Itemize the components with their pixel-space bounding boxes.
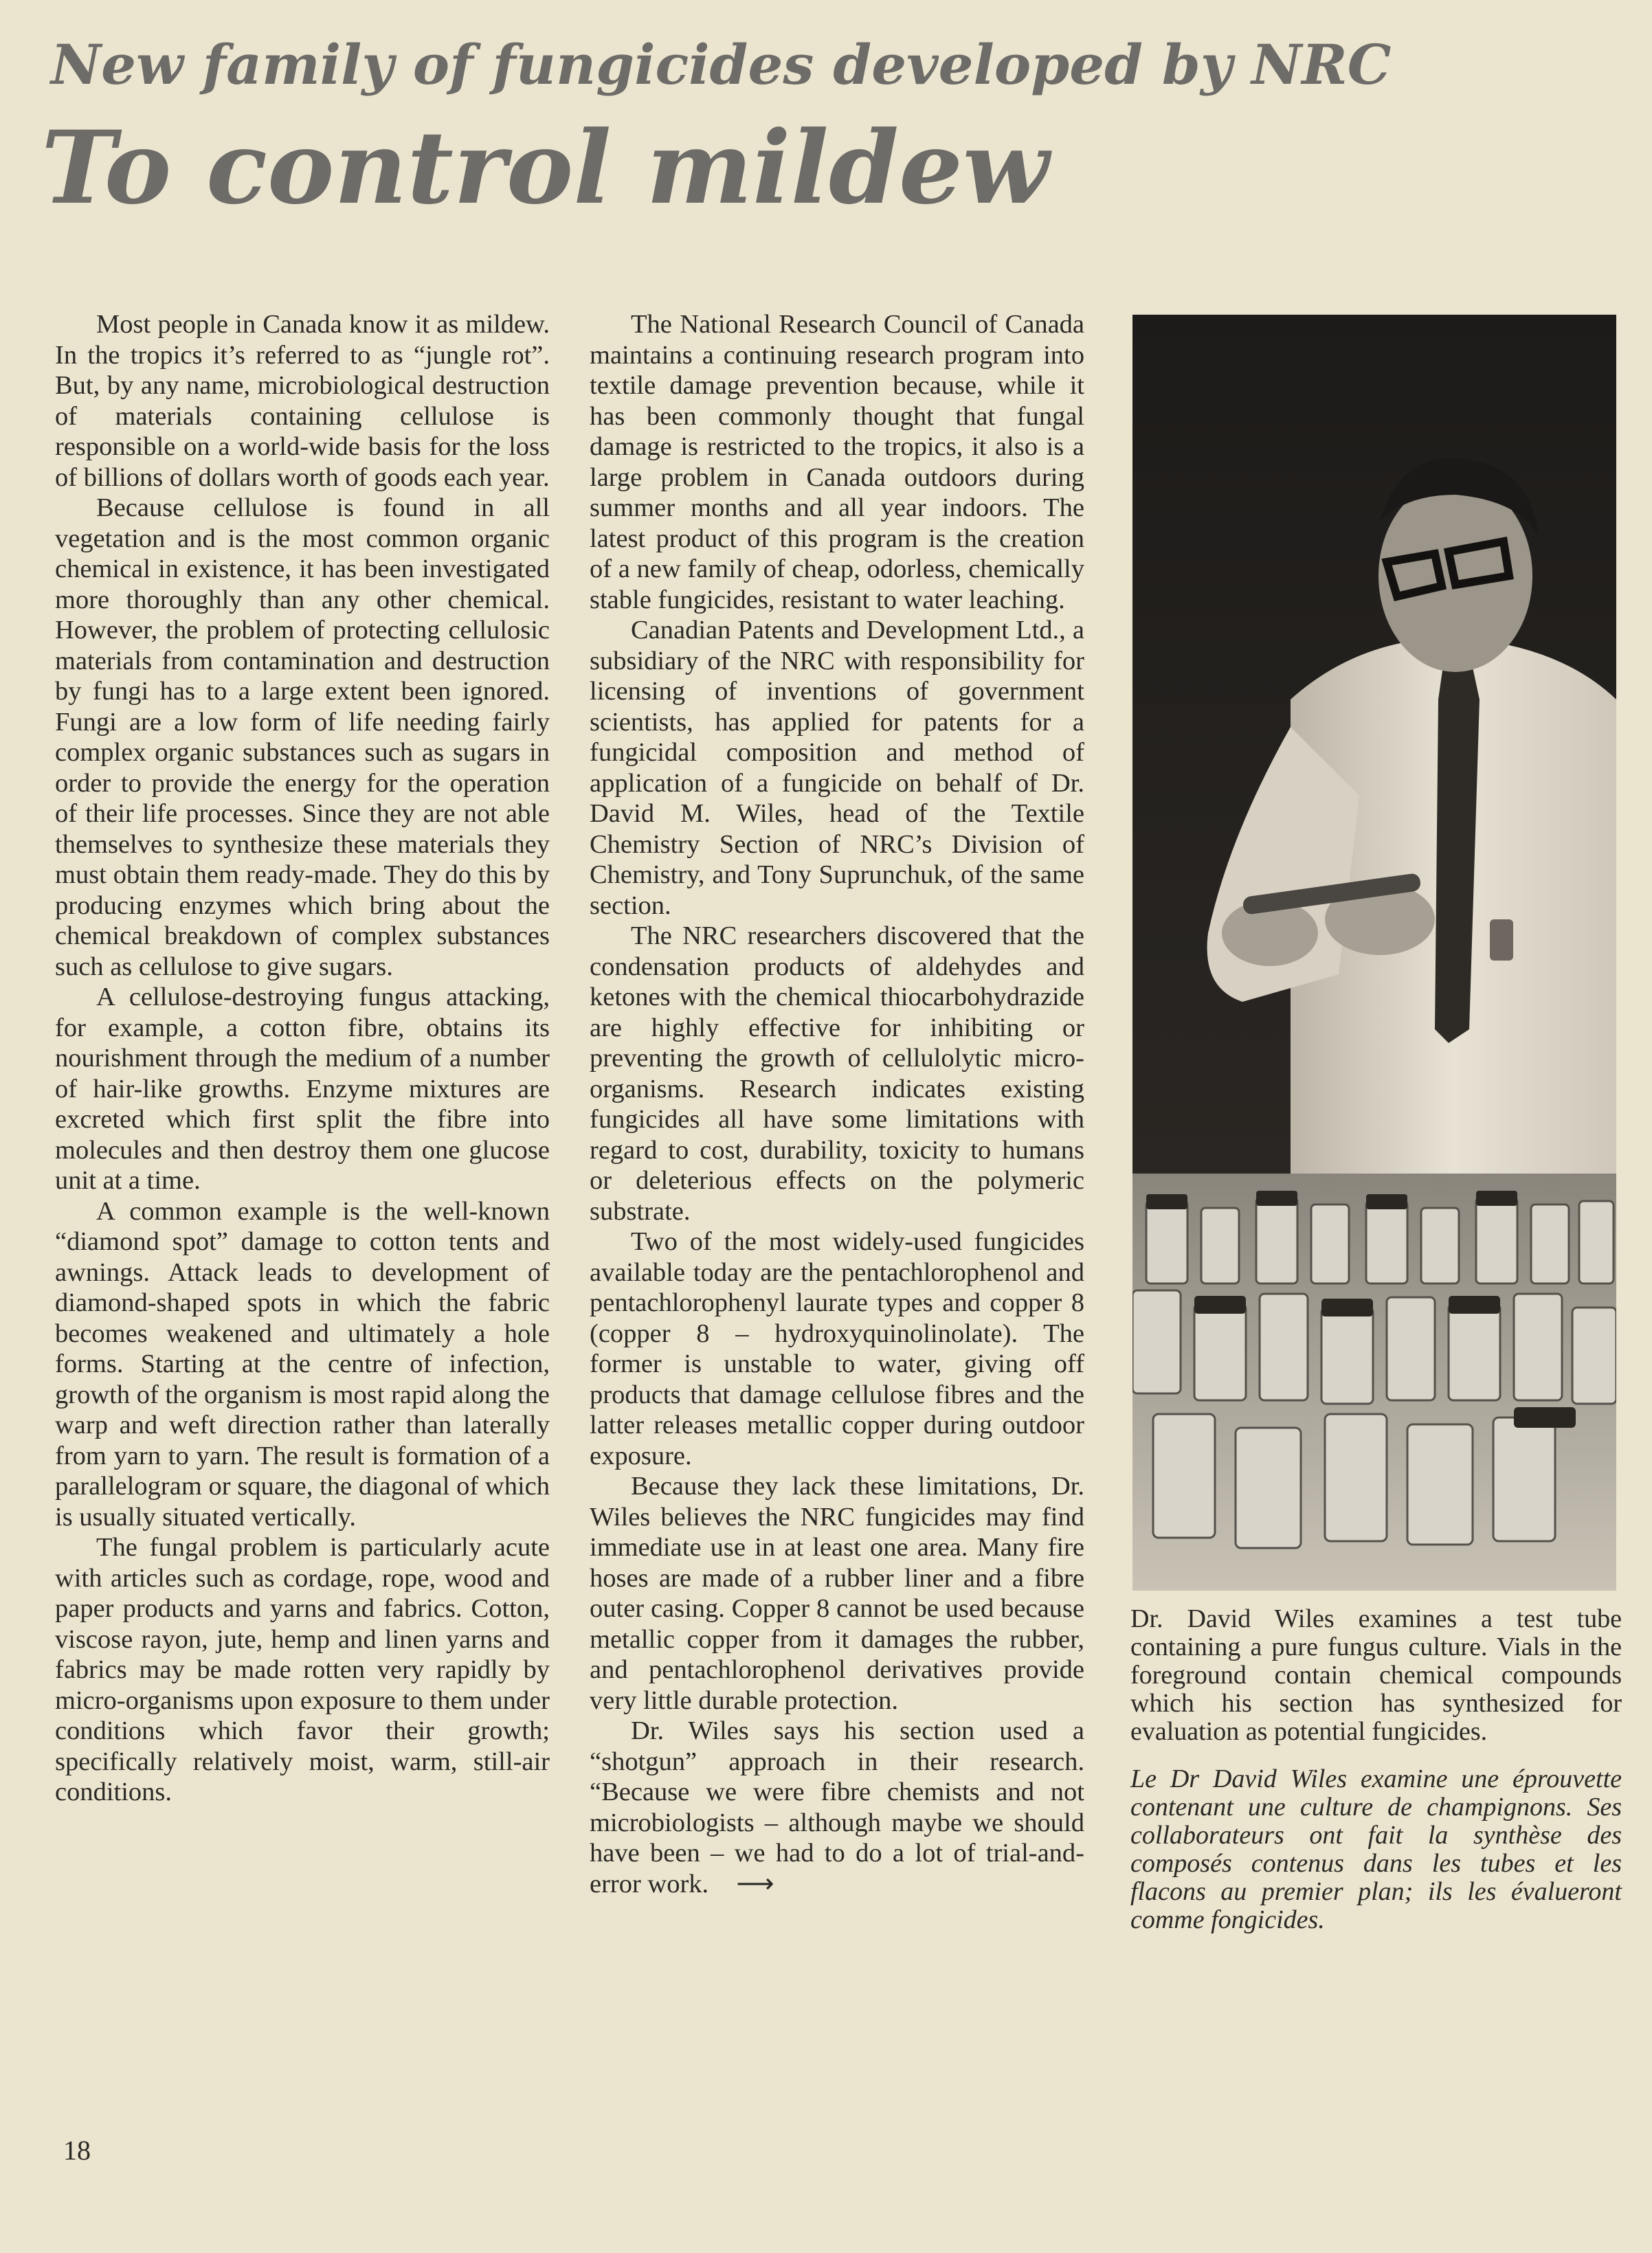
- paragraph: A common example is the well-known “diamond spot” damage to cotton tents and awnings. Attack leads to development of diamond-shaped spots in which the fabric becomes weakened and ultimately a hole forms. Starting at the centre of infection, growth of the organism is most rapid along the warp and weft direction rather than laterally from yarn to yarn. The result is formation of a parallelogram or square, the diagonal of which is usually situated vertically.: [55, 1196, 550, 1532]
- paragraph: Because cellulose is found in all vegetation and is the most common organic chemical in existence, it has been investigated more thoroughly than any other chemical. However, the problem of protecting cellulosic materials from contamination and destruction by fungi has to a large extent been ignored. Fungi are a low form of life needing fairly complex organic substances such as sugars in order to provide the energy for the operation of their life processes. Since they are not able themselves to synthesize these materials they must obtain them ready-made. They do this by producing enzymes which bring about the chemical breakdown of complex substances such as cellulose to give sugars.: [55, 493, 550, 981]
- article-photo: [1132, 315, 1616, 1591]
- page-number: 18: [63, 2135, 91, 2166]
- paragraph-text: Dr. Wiles says his section used a “shotgun” approach in their research. “Because we were fibre chemists and not microbiologists – although maybe we should have been – we had to do a lot of trial-and-error work.: [590, 1716, 1084, 1898]
- paragraph: The fungal problem is particularly acute with articles such as cordage, rope, wood and paper products and yarns and fabrics. Cotton, viscose rayon, jute, hemp and linen yarns and fabrics may be made rotten very rapidly by micro-organisms upon exposure to them under conditions which favor their growth; specifically relatively moist, warm, still-air conditions.: [55, 1533, 550, 1806]
- paragraph: Because they lack these limitations, Dr. Wiles believes the NRC fungicides may find immediate use in at least one area. Many fire hoses are made of a rubber liner and a fibre outer casing. Copper 8 cannot be used because metallic copper from it damages the rubber, and pentachlorophenol derivatives provide very little durable protection.: [590, 1472, 1084, 1715]
- paragraph: A cellulose-destroying fungus attacking, for example, a cotton fibre, obtains its nourishment through the medium of a number of hair-like growths. Enzyme mixtures are excreted which first split the fibre into molecules and then destroy them one glucose unit at a time.: [55, 983, 550, 1195]
- paragraph: Canadian Patents and Development Ltd., a subsidiary of the NRC with responsibility for licensing of inventions of government scientists, has applied for patents for a fungicidal composition and method of application of a fungicide on behalf of Dr. David M. Wiles, head of the Textile Chemistry Section of NRC’s Division of Chemistry, and Tony Suprunchuk, of the same section.: [590, 616, 1084, 920]
- paragraph: The NRC researchers discovered that the condensation products of aldehydes and ketones with the chemical thiocarbohydrazide are highly effective for inhibiting or preventing the growth of cellulolytic micro-organisms. Research indicates existing fungicides all have some limitations with regard to cost, durability, toxicity to humans or deleterious effects on the polymeric substrate.: [590, 921, 1084, 1226]
- photo-caption: [1130, 1605, 1622, 1953]
- paragraph-last: [590, 1716, 1084, 1899]
- continue-arrow-icon: ⟶: [736, 1868, 774, 1899]
- left-text-column: [55, 309, 550, 1808]
- caption-english: Dr. David Wiles examines a test tube containing a pure fungus culture. Vials in the foreground contain chemical compounds which his section has synthesized for evaluation as potential fungicides.: [1130, 1604, 1622, 1746]
- scientist-with-vials-photo: [1132, 315, 1616, 1591]
- middle-text-column: [590, 309, 1084, 1899]
- paragraph: Two of the most widely-used fungicides available today are the pentachlorophenol and pentachlorophenyl laurate types and copper 8 (copper 8 – hydroxyquinolinolate). The former is unstable to water, giving off products that damage cellulose fibres and the latter releases metallic copper during outdoor exposure.: [590, 1227, 1084, 1470]
- caption-french: Le Dr David Wiles examine une éprouvette contenant une culture de champignons. Ses collaborateurs ont fait la synthèse des composés contenus dans les tubes et les flacons au premier plan; ils les évalueront comme fongicides.: [1130, 1764, 1622, 1934]
- article-kicker: New family of fungicides developed by NRC: [51, 32, 1392, 97]
- paragraph: The National Research Council of Canada maintains a continuing research program into textile damage prevention because, while it has been commonly thought that fungal damage is restricted to the tropics, it also is a large problem in Canada outdoors during summer months and all year indoors. The latest product of this program is the creation of a new family of cheap, odorless, chemically stable fungicides, resistant to water leaching.: [590, 310, 1084, 614]
- article-headline: To control mildew: [41, 109, 1049, 227]
- paragraph: Most people in Canada know it as mildew. In the tropics it’s referred to as “jungle rot”. But, by any name, microbiological destruction of materials containing cellulose is responsible on a world-wide basis for the loss of billions of dollars worth of goods each year.: [55, 310, 550, 492]
